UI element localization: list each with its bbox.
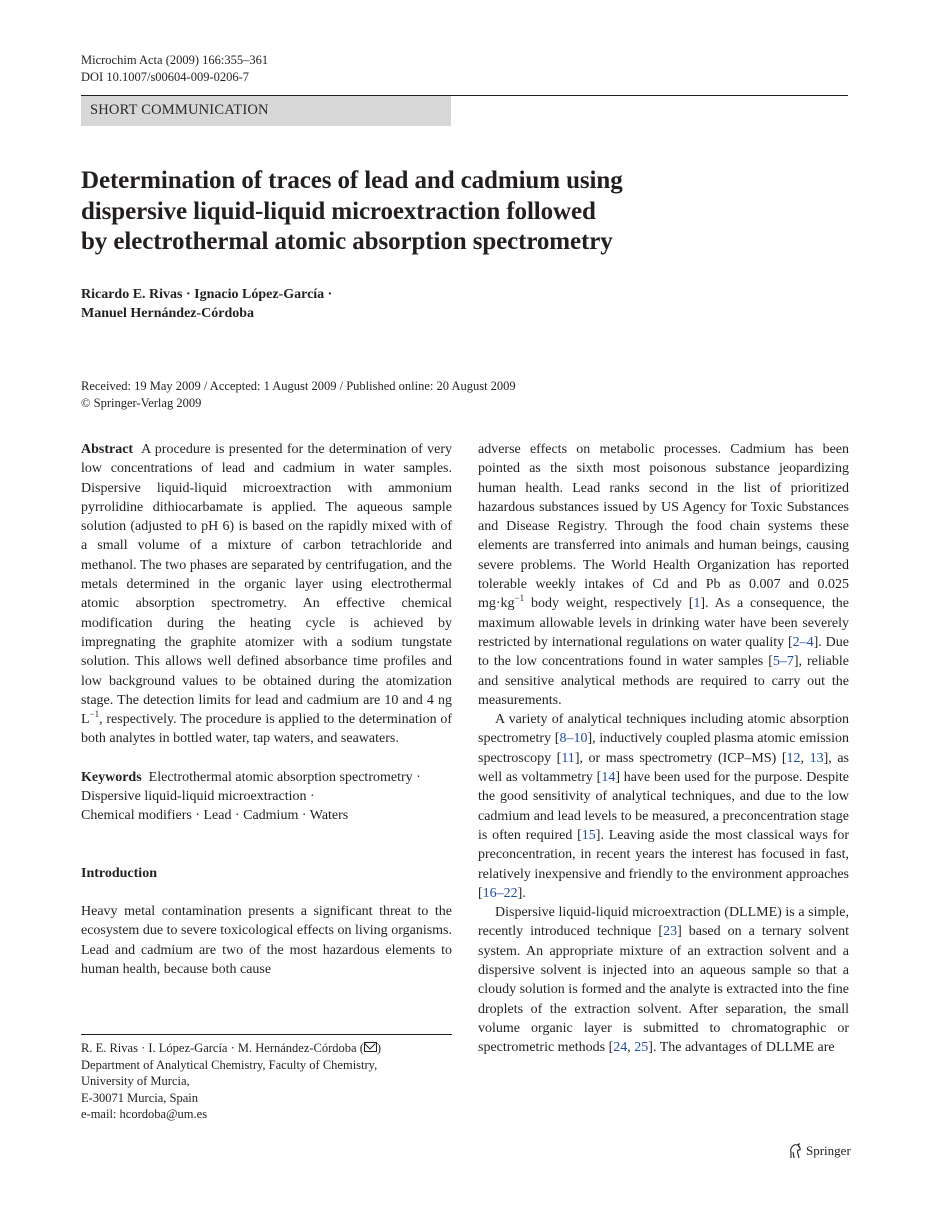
- footnote-univ: University of Murcia,: [81, 1074, 190, 1088]
- right-p3-text-c: ]. The advantages of DLLME are: [648, 1040, 835, 1056]
- authors-line-2: Manuel Hernández-Córdoba: [81, 305, 255, 321]
- footnote-email[interactable]: e-mail: hcordoba@um.es: [81, 1107, 208, 1121]
- citation-link[interactable]: 1: [693, 596, 701, 612]
- right-p2-text-c: ], or mass spectrometry (ICP–MS) [: [574, 750, 787, 766]
- footnote-rule: [81, 1034, 452, 1035]
- author-footnote: [81, 1040, 381, 1123]
- right-para-2: [478, 710, 849, 903]
- abstract-sup: −1: [89, 709, 100, 720]
- introduction-para-1: Heavy metal contamination presents a significant threat to the ecosystem due to severe toxicological effects on living organisms. Lead and cadmium are two of the most hazardous elements to human health, because both cause: [81, 903, 452, 977]
- right-p1-text-e: ], reliable and sensitive analytical methods are required to carry out the measurements.: [478, 654, 849, 708]
- citation-link[interactable]: 12: [786, 750, 801, 766]
- abstract: [81, 440, 452, 749]
- right-p1-text-c: ]. As a consequence, the maximum allowable levels in drinking water have been severely restricted by international regulations on water quality [: [478, 596, 849, 650]
- keywords-heading: Keywords: [81, 769, 142, 785]
- citation-link[interactable]: 5–7: [772, 654, 794, 670]
- springer-horse-icon: [788, 1143, 802, 1159]
- journal-header: [81, 52, 268, 86]
- right-p2-text-f: ]. Leaving aside the most classical ways for preconcentration, in recent years the interest has focused in fast, relatively inexpensive and friendly to the environment approaches [: [478, 827, 849, 901]
- section-label: SHORT COMMUNICATION: [81, 96, 451, 126]
- footnote-city: E-30071 Murcia, Spain: [81, 1090, 198, 1105]
- right-p2-text-b: ], inductively coupled plasma atomic emission spectroscopy [: [478, 731, 850, 766]
- copyright: © Springer-Verlag 2009: [81, 396, 202, 410]
- footnote-dept: Department of Analytical Chemistry, Faculty of Chemistry,: [81, 1057, 378, 1072]
- abstract-text-b: , respectively. The procedure is applied to the determination of both analytes in bottled water, tap waters, and seawaters.: [81, 712, 452, 747]
- citation-link[interactable]: 14: [601, 770, 616, 786]
- citation-link[interactable]: 16–22: [482, 885, 518, 901]
- right-p2-text-e: ] have been used for the purpose. Despite the good sensitivity of analytical techniques, and due to the low cadmium and lead levels to be measured, a preconcentration stage is often required [: [478, 770, 850, 843]
- right-p2-text-g: ].: [517, 885, 526, 901]
- envelope-icon: [364, 1042, 377, 1052]
- right-para-3: [478, 903, 849, 1057]
- footnote-authors-end: ): [376, 1041, 382, 1055]
- right-p1-text-d: ]. Due to the low concentrations found in water samples [: [478, 634, 849, 670]
- keywords-line-2: Dispersive liquid-liquid microextraction ·: [81, 789, 315, 805]
- keywords-line-1: Electrothermal atomic absorption spectrometry ·: [148, 769, 421, 785]
- right-p3-text-a: Dispersive liquid-liquid microextraction (DLLME) is a simple, recently introduced technique [: [478, 905, 849, 940]
- journal-doi: DOI 10.1007/s00604-009-0206-7: [81, 70, 250, 84]
- citation-link[interactable]: 25: [634, 1040, 649, 1056]
- citation-link[interactable]: 11: [561, 750, 575, 766]
- publisher-logo: [788, 1143, 851, 1159]
- keywords: [81, 768, 452, 826]
- right-p2-sep: ,: [800, 750, 810, 766]
- citation-link[interactable]: 13: [809, 750, 824, 766]
- abstract-heading: Abstract: [81, 442, 134, 457]
- citation-link[interactable]: 24: [613, 1040, 628, 1056]
- journal-citation: Microchim Acta (2009) 166:355–361: [81, 53, 269, 67]
- citation-link[interactable]: 15: [581, 827, 596, 843]
- left-column: [81, 440, 452, 979]
- title-line-3: by electrothermal atomic absorption spectrometry: [81, 228, 613, 255]
- right-p1-text-a: adverse effects on metabolic processes. Cadmium has been pointed as the sixth most poisonous substance jeopardizing human health. Lead ranks second in the list of prioritized hazardous substances issued by US Agency for Toxic Substances and Disease Registry. Through the food chain systems these elements are transferred into animals and human beings, causing severe problems. The World Health Organization has reported tolerable weekly intakes of Cd and Pb as 0.007 and 0.025 mg·kg: [478, 442, 849, 612]
- right-p2-text-a: A variety of analytical techniques including atomic absorption spectrometry [: [478, 712, 849, 747]
- right-p1-sup: −1: [514, 593, 525, 604]
- right-p3-sep: ,: [627, 1040, 635, 1056]
- footnote-authors-text: R. E. Rivas · I. López-García · M. Hernández-Córdoba (: [81, 1041, 364, 1055]
- right-para-1: [478, 440, 849, 710]
- article-title: [81, 166, 801, 258]
- title-line-2: dispersive liquid-liquid microextraction followed: [81, 197, 596, 225]
- authors-line-1: Ricardo E. Rivas · Ignacio López-García ·: [81, 287, 333, 302]
- citation-link[interactable]: 23: [663, 924, 678, 940]
- authors: [81, 286, 332, 323]
- right-p1-text-b: body weight, respectively [: [524, 596, 694, 612]
- introduction-heading: Introduction: [81, 865, 157, 881]
- keywords-line-3: Chemical modifiers · Lead · Cadmium · Waters: [81, 808, 349, 824]
- right-p3-text-b: ] based on a ternary solvent system. An appropriate mixture of an extraction solvent and a dispersive solvent is injected into an aqueous sample so that a cloudy solution is formed and the analyte is extracted into the fine droplets of the extraction solvent. After separation, the small volume organic layer is submitted to chromatographic or spectrometric methods [: [478, 924, 849, 1056]
- right-column: [478, 440, 849, 1058]
- dates-line: Received: 19 May 2009 / Accepted: 1 August 2009 / Published online: 20 August 2009: [81, 379, 516, 393]
- publisher-name: Springer: [806, 1143, 851, 1158]
- abstract-text-a: A procedure is presented for the determination of very low concentrations of lead and cadmium in water samples. Dispersive liquid-liquid microextraction with ammonium pyrrolidine dithiocarbamate is applied. The aqueous sample solution (adjusted to pH 6) is based on the rapidly mixed with of a small volume of a mixture of carbon tetrachloride and methanol. The two phases are separated by centrifugation, and the metals determined in the organic layer using electrothermal atomic absorption spectrometry. An effective chemical modification during the heating cycle is achieved by impregnating the graphite atomizer with a sodium tungstate solution. This allows well defined absorbance time profiles and low background values to be obtained during the atomization stage. The detection limits for lead and cadmium are 10 and 4 ng L: [81, 442, 452, 728]
- title-line-1: Determination of traces of lead and cadmium using: [81, 167, 623, 194]
- footnote-authors: [81, 1040, 381, 1057]
- citation-link[interactable]: 2–4: [792, 634, 814, 650]
- citation-link[interactable]: 8–10: [559, 731, 588, 747]
- article-dates: [81, 378, 516, 412]
- right-p2-text-d: ], as well as voltammetry [: [478, 750, 849, 786]
